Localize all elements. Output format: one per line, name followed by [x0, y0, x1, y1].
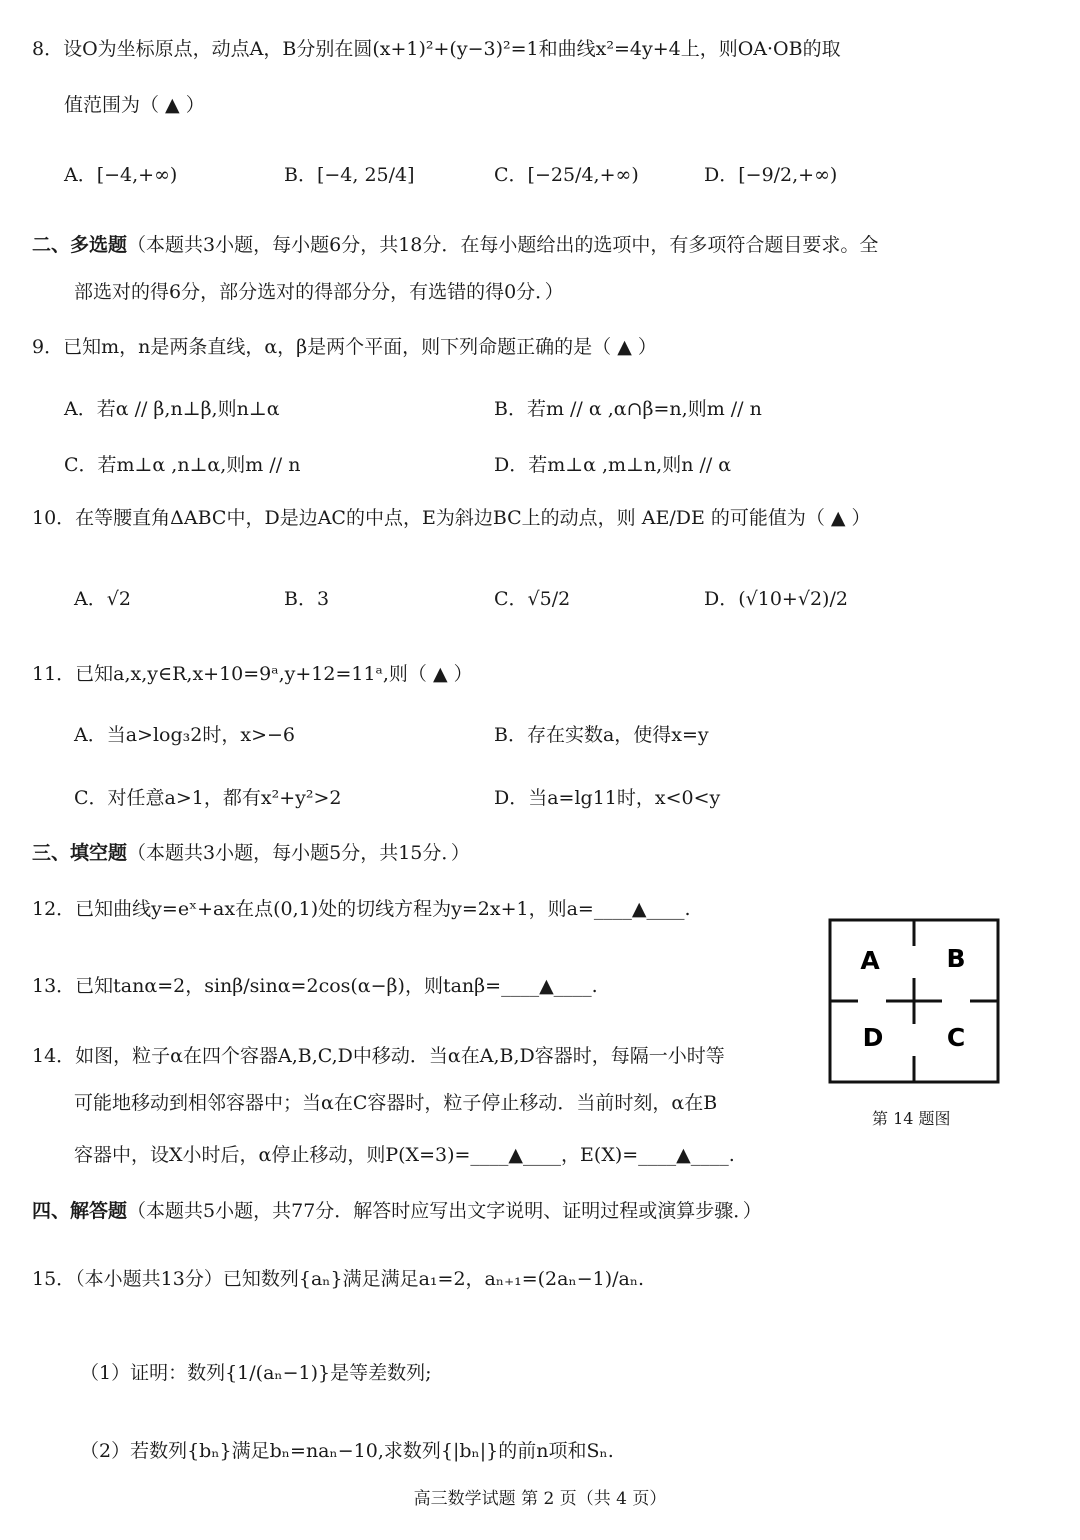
q15-stem: 15．（本小题共13分）已知数列{aₙ}满足满足a₁=2，aₙ₊₁=(2aₙ−1)/aₙ.: [32, 1268, 645, 1290]
container-label-a: A: [860, 946, 880, 975]
container-label-b: B: [946, 944, 966, 973]
q11-option-b: B．存在实数a，使得x=y: [494, 724, 709, 746]
section2-desc2: 部选对的得6分，部分选对的得部分分，有选错的得0分．）: [74, 281, 564, 303]
q15-part2: （2）若数列{bₙ}满足bₙ=naₙ−10,求数列{|bₙ|}的前n项和Sₙ.: [80, 1440, 614, 1462]
q8-stem-line1: 8．设O为坐标原点，动点A，B分别在圆(x+1)²+(y−3)²=1和曲线x²=4y+4上，则OA·OB的取: [32, 38, 841, 60]
q8-option-b: B．[−4, 25/4]: [284, 164, 415, 186]
container-label-d: D: [862, 1023, 884, 1052]
q11-option-a: A．当a>log₃2时，x>−6: [74, 724, 295, 746]
q14-line2: 可能地移动到相邻容器中；当α在C容器时，粒子停止移动．当前时刻，α在B: [74, 1092, 718, 1114]
q11-option-d: D．当a=lg11时，x<0<y: [494, 787, 721, 809]
q8-option-d: D．[−9/2,+∞): [704, 164, 838, 186]
q9-option-c: C．若m⊥α ,n⊥α,则m // n: [64, 454, 301, 476]
q9-option-b: B．若m // α ,α∩β=n,则m // n: [494, 398, 762, 420]
q8-option-c: C．[−25/4,+∞): [494, 164, 639, 186]
q10-option-c: C．√5/2: [494, 588, 571, 610]
q12-stem: 12．已知曲线y=eˣ+ax在点(0,1)处的切线方程为y=2x+1，则a=____▲____.: [32, 898, 691, 920]
section2-heading: 二、多选题: [32, 234, 128, 256]
q14-line1: 14．如图，粒子α在四个容器A,B,C,D中移动．当α在A,B,D容器时，每隔一小时等: [32, 1045, 725, 1067]
q9-option-a: A．若α // β,n⊥β,则n⊥α: [64, 398, 280, 420]
section3-title: [32, 840, 470, 866]
page-footer: 高三数学试题 第 2 页（共 4 页）: [413, 1489, 667, 1509]
q10-option-a: A．√2: [74, 588, 131, 610]
container-label-c: C: [946, 1023, 966, 1052]
q8-option-a: A．[−4,+∞): [64, 164, 178, 186]
q10-option-d: D．(√10+√2)/2: [704, 588, 848, 610]
section4-heading: 四、解答题: [32, 1200, 128, 1222]
q9-option-d: D．若m⊥α ,m⊥n,则n // α: [494, 454, 732, 476]
q15-part1: （1）证明：数列{1/(aₙ−1)}是等差数列;: [80, 1362, 432, 1384]
q13-stem: 13．已知tanα=2，sinβ/sinα=2cos(α−β)，则tanβ=____▲____.: [32, 975, 598, 997]
section4-title: [32, 1198, 762, 1224]
section2-desc1: （本题共3小题，每小题6分，共18分．在每小题给出的选项中，有多项符合题目要求。全: [127, 234, 879, 256]
q11-option-c: C．对任意a>1，都有x²+y²>2: [74, 787, 342, 809]
section4-desc: （本题共5小题，共77分．解答时应写出文字说明、证明过程或演算步骤．）: [127, 1200, 762, 1222]
section3-desc: （本题共3小题，每小题5分，共15分．）: [127, 842, 470, 864]
q10-option-b: B．3: [284, 588, 330, 610]
q10-stem: 10．在等腰直角ΔABC中，D是边AC的中点，E为斜边BC上的动点，则 AE/DE 的可能值为（ ▲ ）: [32, 507, 871, 529]
q8-stem-line2: 值范围为（ ▲ ）: [64, 94, 205, 116]
section3-heading: 三、填空题: [32, 842, 128, 864]
q9-stem: 9．已知m，n是两条直线，α，β是两个平面，则下列命题正确的是（ ▲ ）: [32, 336, 657, 358]
section2-title: [32, 232, 878, 258]
container-figure: [828, 918, 1000, 1084]
q14-line3: 容器中，设X小时后，α停止移动，则P(X=3)=____▲____，E(X)=____▲____.: [74, 1144, 735, 1166]
q11-stem: 11．已知a,x,y∈R,x+10=9ᵃ,y+12=11ᵃ,则（ ▲ ）: [32, 663, 473, 685]
figure-caption: 第 14 题图: [872, 1109, 951, 1128]
